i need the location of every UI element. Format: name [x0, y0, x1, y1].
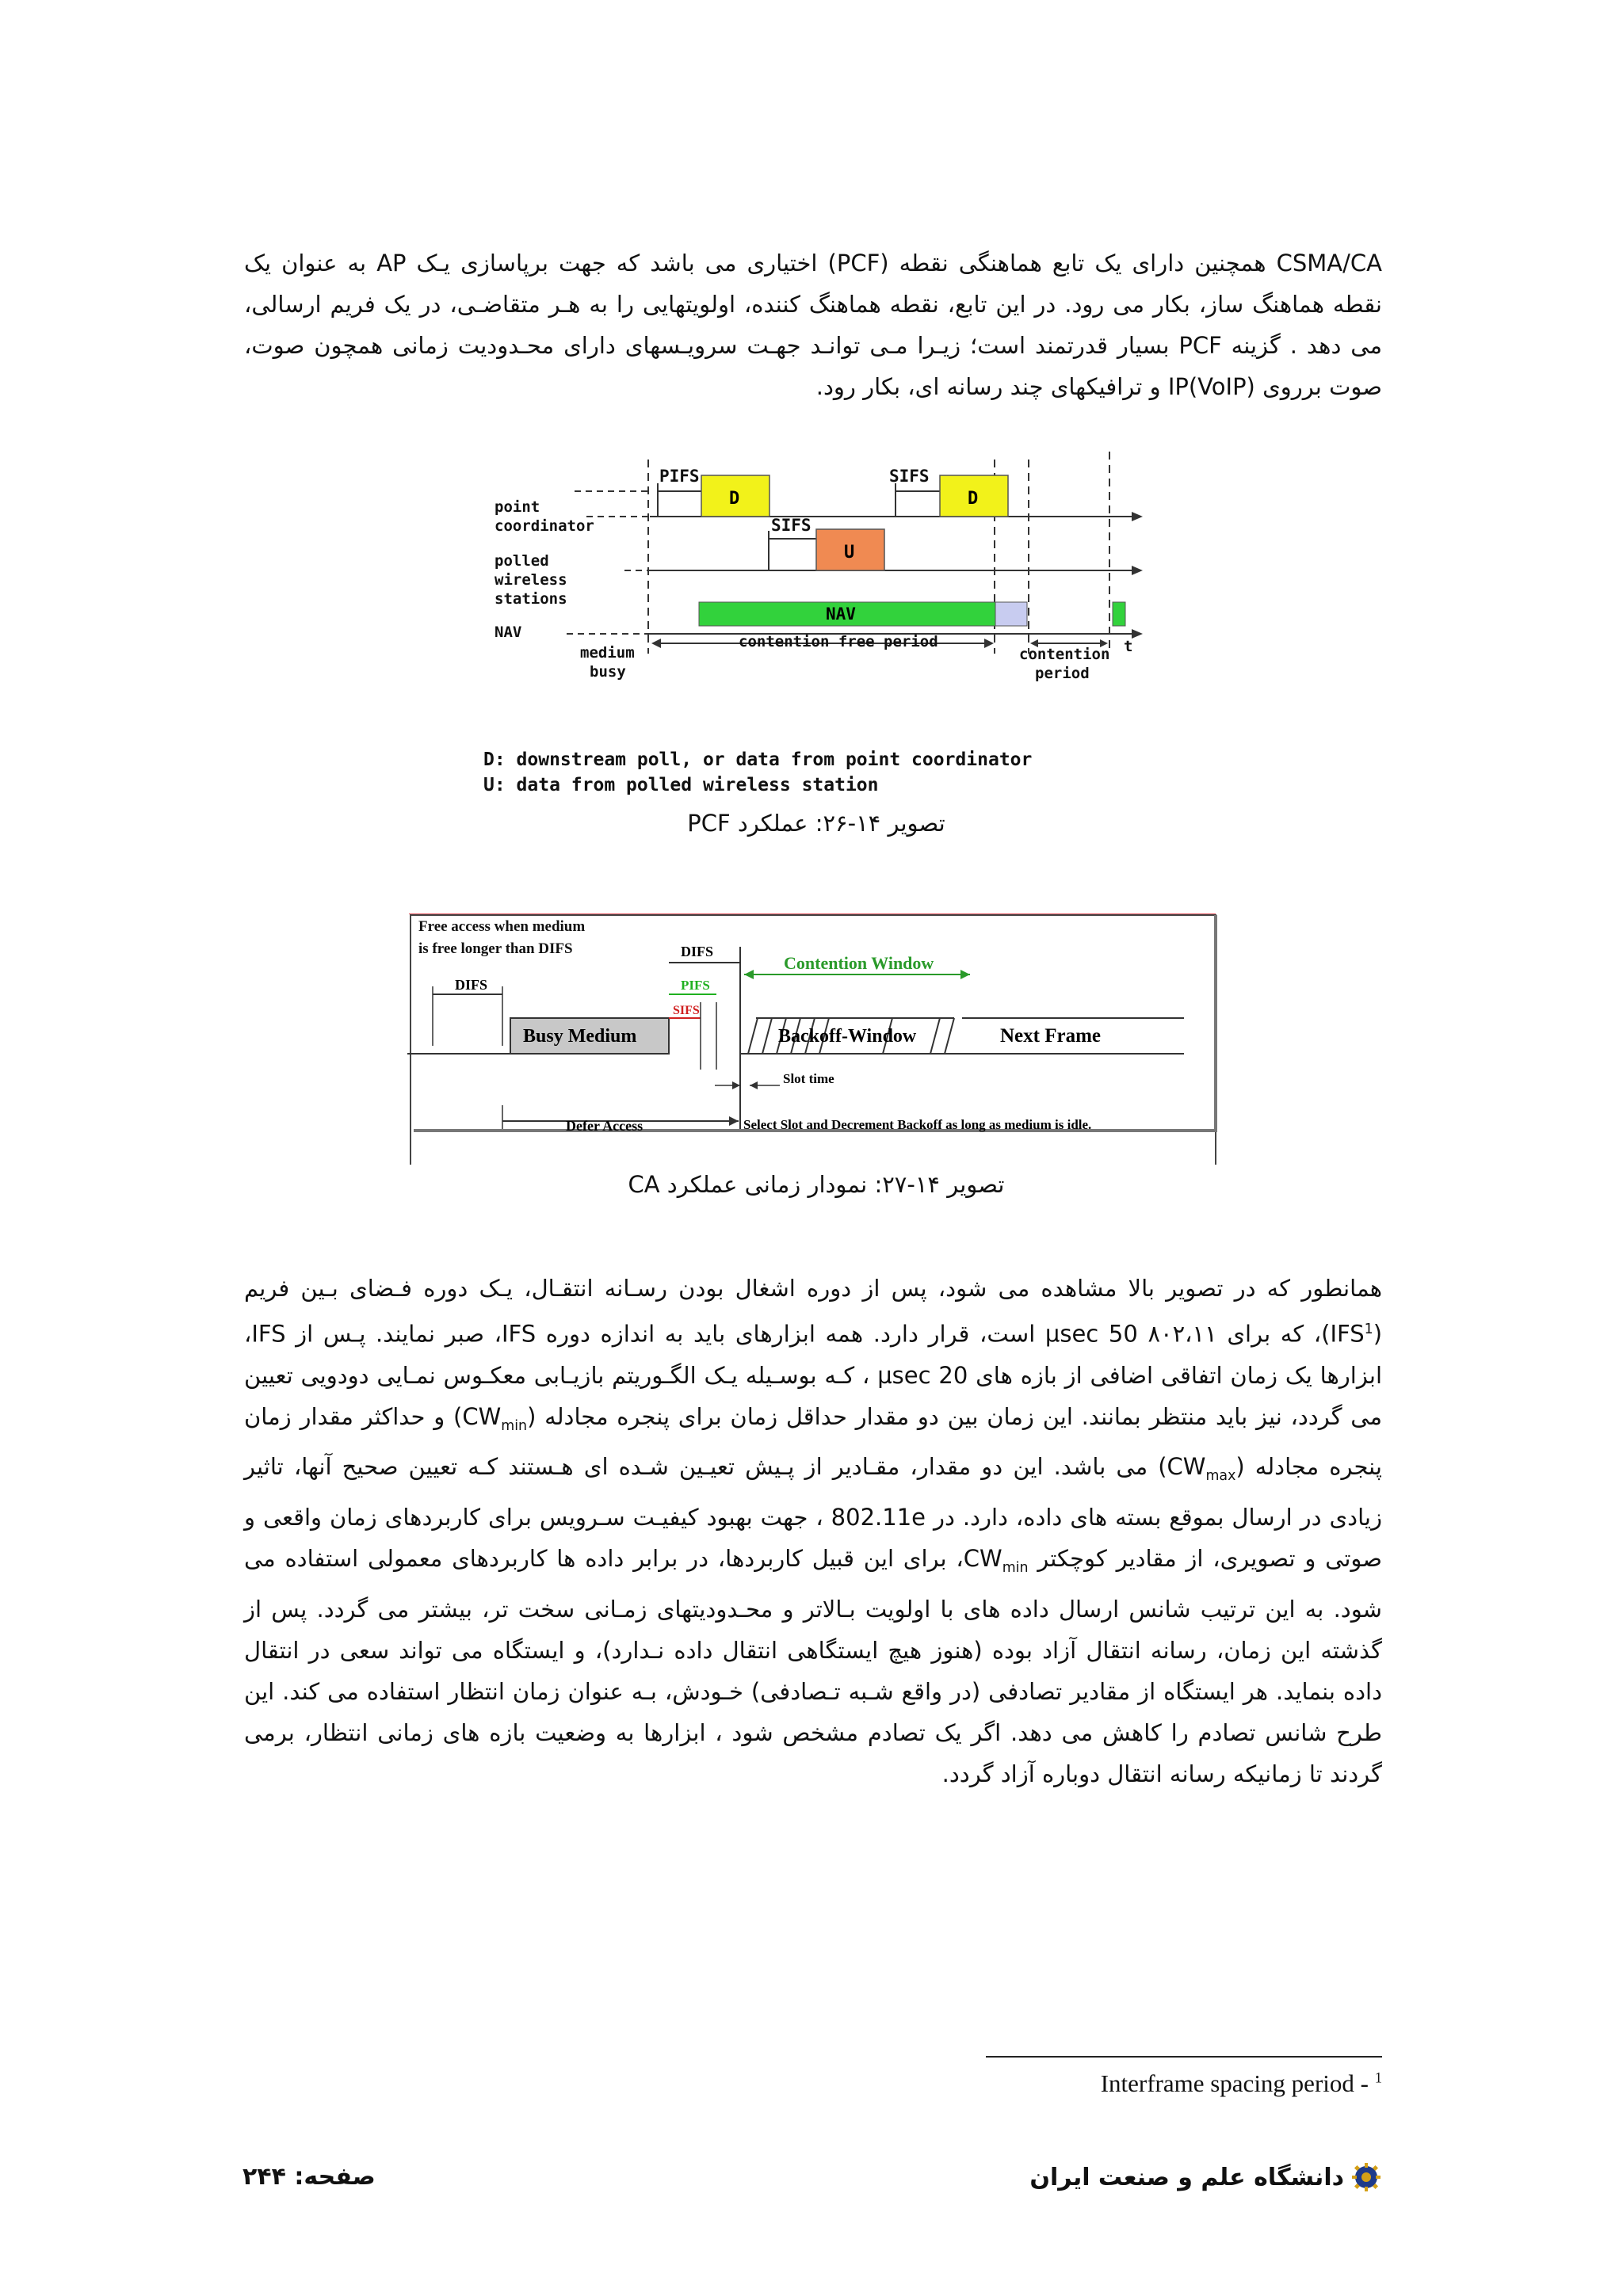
medium-label: medium: [580, 644, 635, 662]
label-nav: NAV: [495, 624, 522, 641]
page-number: ۲۴۴: [242, 2163, 286, 2191]
footnote-rule: [986, 2056, 1382, 2058]
cw-max-sub: max: [1205, 1468, 1236, 1485]
footnote: [1101, 2069, 1382, 2098]
sifs-label: SIFS: [673, 1004, 700, 1017]
footnote-ref: 1: [1364, 1322, 1373, 1337]
pifs-label: PIFS: [659, 467, 700, 486]
label-polled: polled: [495, 552, 549, 570]
slot-time-label: Slot time: [783, 1071, 834, 1086]
select-slot-label: Select Slot and Decrement Backoff as long as medium is idle.: [743, 1117, 1092, 1132]
period-label: period: [1035, 665, 1090, 682]
sifs-label-2: SIFS: [889, 467, 930, 486]
label-coordinator: coordinator: [495, 517, 594, 535]
next-frame-label: Next Frame: [1000, 1025, 1102, 1047]
page-label: صفحه:: [294, 2163, 376, 2191]
label-point: point: [495, 498, 540, 516]
pifs-label: PIFS: [681, 978, 710, 993]
difs-top-label: DIFS: [681, 944, 714, 959]
cw-min-sub-1: min: [501, 1417, 528, 1434]
contention-label: contention: [1019, 646, 1110, 663]
cw-min-sub-2: min: [1002, 1560, 1029, 1577]
time-axis-label: t: [1124, 638, 1133, 655]
footnote-number: 1: [1374, 2069, 1382, 2087]
label-wireless: wireless: [495, 571, 567, 589]
csma-ca-timing-diagram: [407, 891, 1224, 1165]
note-line-1: Free access when medium: [418, 918, 586, 935]
backoff-window-label: Backoff-Window: [778, 1026, 917, 1047]
legend-u: U: data from polled wireless station: [483, 775, 879, 795]
label-stations: stations: [495, 590, 567, 608]
nav-bar-label: NAV: [826, 605, 856, 624]
figure-caption-2: تصویر ۱۴-۲۷: نمودار زمانی عملکرد CA: [628, 1171, 1005, 1198]
defer-access-label: Defer Access: [566, 1118, 643, 1134]
pcf-timing-diagram: [483, 444, 1149, 816]
busy-label: busy: [590, 663, 626, 681]
contention-bar: [995, 602, 1027, 626]
note-line-2: is free longer than DIFS: [418, 940, 573, 957]
contention-free-label: contention free period: [739, 633, 938, 650]
sifs-label-1: SIFS: [771, 516, 812, 535]
body-paragraph: [244, 1268, 1382, 1794]
difs-left-label: DIFS: [455, 977, 488, 993]
footer-page: [242, 2163, 376, 2191]
body-part-2: )، که برای ۸۰۲،۱۱ 50 µsec است، قرار دارد. همه ابزارهای باید به اندازه دوره IFS، صبر نمایند. پـس از IFS، ابزارها یک زمان اتفاقی اضافی از بازه های 20 µsec ، کـه بوسـیله یـک الگـوریتم بازیـابی معکـوس نمـایی دودویی تعیین می گردد، نیز باید منتظر بمانند. این زمان بین دو مقدار حداقل زمان برای پنجره مجادله (CW: [244, 1320, 1382, 1430]
upstream-box-label: U: [844, 543, 855, 563]
footnote-text: Interframe spacing period -: [1100, 2069, 1375, 2097]
gear-emblem-icon: [1352, 2163, 1381, 2191]
body-part-1: همانطور که در تصویر بالا مشاهده می شود، پس از دوره اشغال بودن رسـانه انتقـال، یـک دوره فـضای بـین فریم (IFS: [244, 1275, 1383, 1348]
university-name: دانشگاه علم و صنعت ایران: [1029, 2163, 1344, 2191]
body-part-3: ) و حداکثر مقدار زمان پنجره مجادله (CW: [244, 1402, 1383, 1481]
body-part-4: ) می باشد. این دو مقدار، مقـادیر از پـیش تعیـین شـده ای هـستند کـه تعیین صحیح آنها، تاثیر زیادی در ارسال بموقع بسته های داده، دارد. در 802.11e ، جهت بهبود کیفیـت سـرویس برای کاربردهای زمان واقعی و صوتی و تصویری، از مقادیر کوچکتر CW: [244, 1453, 1382, 1573]
legend-d: D: downstream poll, or data from point coordinator: [483, 749, 1033, 770]
intro-paragraph: CSMA/CA همچنین دارای یک تابع هماهنگی نقطه (PCF) اختیاری می باشد که جهت برپاسازی یـک AP به عنوان یک نقطه هماهنگ ساز، بکار می رود. در این تابع، نقطه هماهنگ کننده، اولویتهایی را به هـر متقاضـی، در یک فریم ارسالی، می دهد . گزینه PCF بسیار قدرتمند است؛ زیـرا مـی توانـد جهـت سرویـسهای دارای محـدودیت زمانی همچون صوت، صوت برروی IP(VoIP) و ترافیکهای چند رسانه ای، بکار رود.: [244, 250, 1382, 400]
nav-bar-end: [1113, 602, 1125, 626]
busy-medium-label: Busy Medium: [523, 1026, 637, 1047]
footer-university: [1029, 2163, 1381, 2191]
downstream-box-2-label: D: [968, 489, 979, 509]
contention-window-label: Contention Window: [784, 953, 934, 973]
figure-caption-1: تصویر ۱۴-۲۶: عملکرد PCF: [687, 810, 945, 837]
body-part-5: ، برای این قبیل کاربردها، در برابر داده ها کاربردهای معمولی استفاده می شود. به این ترتیب شانس ارسال داده های با اولویت بـالاتر و محـدودیتهای زمـانی سخت تر، بیشتر می گردد. پس از گذشته این زمان، رسانه انتقال آزاد بوده (هنوز هیچ ایستگاهی انتقال داده نـدارد)، و ایستگاه می تواند سعی در انتقال داده بنماید. هر ایستگاه از مقادیر تصادفی (در واقع شـبه تـصادفی) خـودش، بـه عنوان زمان انتظار استفاده می کند. این طرح شانس تصادم را کاهش می دهد. اگر یک تصادم مشخص شود ، ابزارها به وضعیت بازه های زمانی انتظار، برمی گردند تا زمانیکه رسانه انتقال دوباره آزاد گردد.: [244, 1545, 1382, 1788]
downstream-box-1-label: D: [729, 489, 740, 509]
